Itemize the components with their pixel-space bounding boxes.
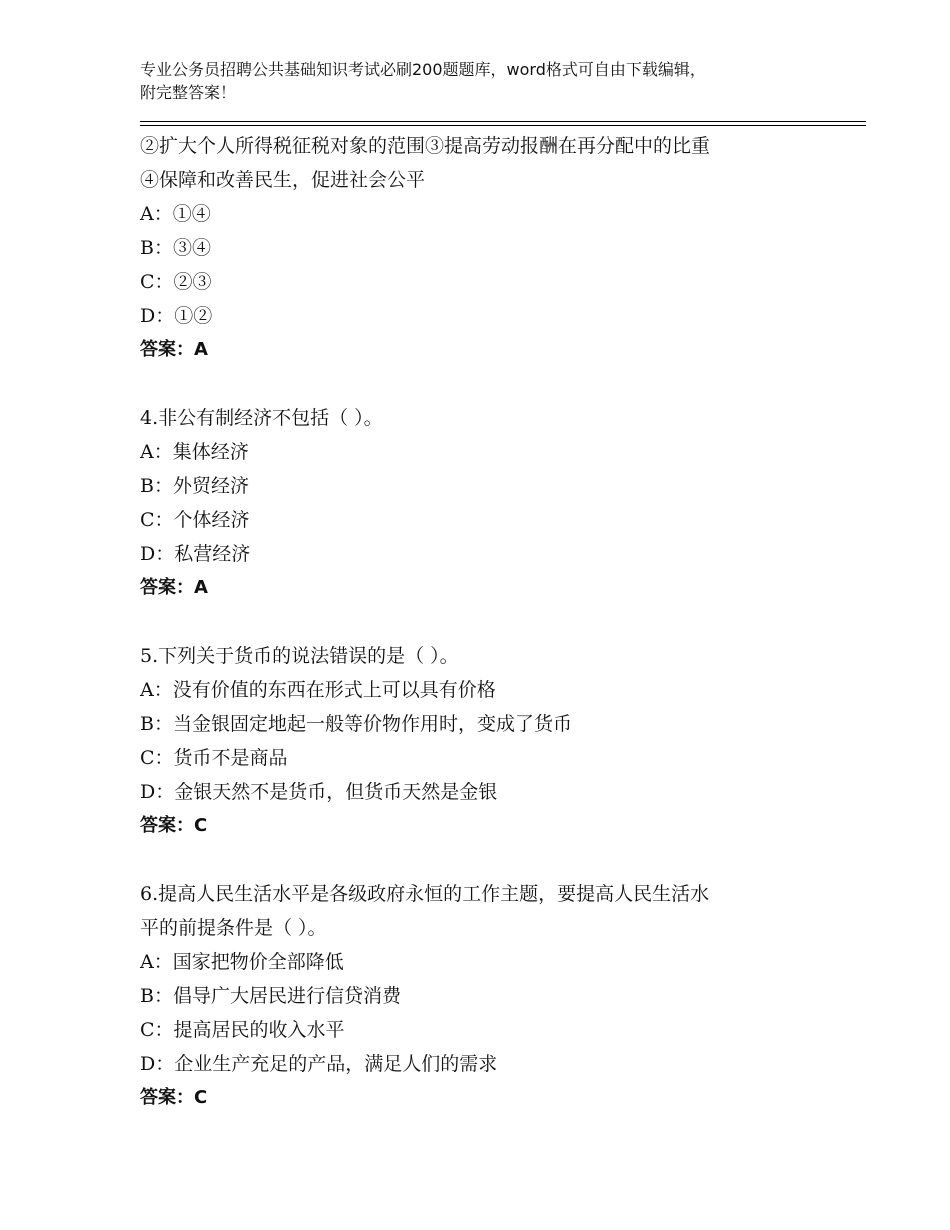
question-list xyxy=(140,129,860,1115)
header-rule-top xyxy=(140,121,866,122)
option-c: C：货币不是商品 xyxy=(140,747,288,769)
answer: 答案：C xyxy=(140,815,208,836)
option-b: B：外贸经济 xyxy=(140,475,249,497)
option-d: D：金银天然不是货币，但货币天然是金银 xyxy=(140,781,498,803)
header-line-1: 专业公务员招聘公共基础知识考试必刷200题题库，word格式可自由下载编辑， xyxy=(140,60,706,79)
option-d: D：①② xyxy=(140,305,213,327)
option-d: D：私营经济 xyxy=(140,543,251,565)
question-6 xyxy=(140,877,860,1115)
spacer xyxy=(140,605,860,639)
question-stem: 4.非公有制经济不包括（ ）。 xyxy=(140,407,383,429)
option-c: C：个体经济 xyxy=(140,509,250,531)
question-stem-line: 平的前提条件是（ ）。 xyxy=(140,917,327,939)
page-header xyxy=(140,58,820,104)
answer: 答案：A xyxy=(140,339,208,360)
option-a: A：①④ xyxy=(140,203,211,225)
option-a: A：集体经济 xyxy=(140,441,249,463)
option-c: C：提高居民的收入水平 xyxy=(140,1019,345,1041)
spacer xyxy=(140,367,860,401)
question-3-continued xyxy=(140,129,860,367)
option-a: A：没有价值的东西在形式上可以具有价格 xyxy=(140,679,496,701)
option-b: B：③④ xyxy=(140,237,211,259)
option-a: A：国家把物价全部降低 xyxy=(140,951,344,973)
answer: 答案：C xyxy=(140,1087,208,1108)
option-b: B：倡导广大居民进行信贷消费 xyxy=(140,985,401,1007)
question-stem-line: ②扩大个人所得税征税对象的范围③提高劳动报酬在再分配中的比重 xyxy=(140,135,711,157)
question-5 xyxy=(140,639,860,843)
question-stem-line: ④保障和改善民生，促进社会公平 xyxy=(140,169,426,191)
question-stem-line: 6.提高人民生活水平是各级政府永恒的工作主题，要提高人民生活水 xyxy=(140,883,710,905)
header-line-2: 附完整答案！ xyxy=(140,83,237,102)
answer: 答案：A xyxy=(140,577,208,598)
question-stem: 5.下列关于货币的说法错误的是（ ）。 xyxy=(140,645,459,667)
question-4 xyxy=(140,401,860,605)
option-d: D：企业生产充足的产品，满足人们的需求 xyxy=(140,1053,498,1075)
option-c: C：②③ xyxy=(140,271,212,293)
option-b: B：当金银固定地起一般等价物作用时，变成了货币 xyxy=(140,713,572,735)
spacer xyxy=(140,843,860,877)
header-rule-bottom xyxy=(140,125,866,126)
